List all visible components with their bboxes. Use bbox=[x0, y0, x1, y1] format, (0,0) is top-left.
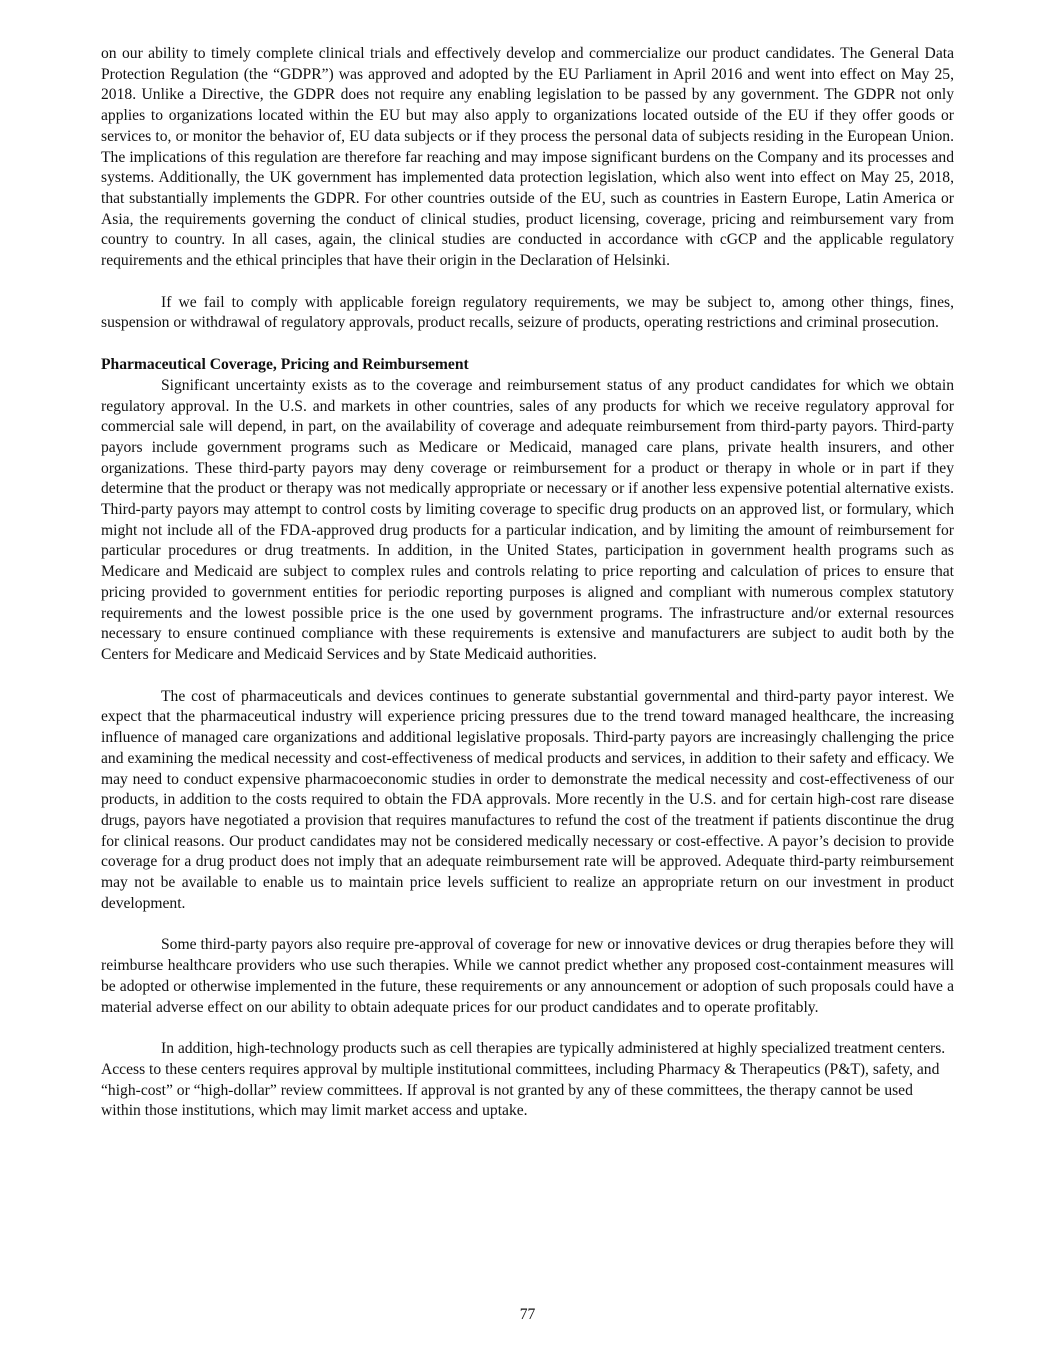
page-number: 77 bbox=[519, 1306, 536, 1323]
section-heading: Pharmaceutical Coverage, Pricing and Reimbursement bbox=[101, 356, 469, 374]
paragraph-gdpr-continued: on our ability to timely complete clinical trials and effectively develop and commercialize our product candidates. The General Data Protection Regulation (the “GDPR”) was approved and adopted by the EU Parliament in April 2016 and went into effect on May 25, 2018. Unlike a Directive, the GDPR does not require any enabling legislation to be passed by any government. The GDPR not only applies to organizations located within the EU but may also apply to organizations located outside of the EU if they offer goods or services to, or monitor the behavior of, EU data subjects or if they process the personal data of subjects residing in the European Union. The implications of this regulation are therefore far reaching and may impose significant burdens on the Company and its processes and systems. Additionally, the UK government has implemented data protection legislation, which also went into effect on May 25, 2018, that substantially implements the GDPR. For other countries outside of the EU, such as countries in Eastern Europe, Latin America or Asia, the requirements governing the conduct of clinical studies, product licensing, coverage, pricing and reimbursement vary from country to country. In all cases, again, the clinical studies are conducted in accordance with cGCP and the applicable regulatory requirements and the ethical principles that have their origin in the Declaration of Helsinki. bbox=[101, 45, 954, 270]
document-page bbox=[101, 44, 954, 1122]
paragraph-foreign-compliance: If we fail to comply with applicable foreign regulatory requirements, we may be subject to, among other things, fines, suspension or withdrawal of regulatory approvals, product recalls, seizure of products, operating restrictions and criminal prosecution. bbox=[101, 293, 954, 332]
paragraph-high-technology: In addition, high-technology products such as cell therapies are typically administered at highly specialized treatment centers. Access to these centers requires approval by multiple institutional committees, including Pharmacy & Therapeutics (P&T), safety, and “high-cost” or “high-dollar” review committees. If approval is not granted by any of these committees, the therapy cannot be used within those institutions, which may limit market access and uptake. bbox=[101, 1040, 946, 1120]
paragraph-coverage-uncertainty: Significant uncertainty exists as to the coverage and reimbursement status of any product candidates for which we obtain regulatory approval. In the U.S. and markets in other countries, sales of any products for which we receive regulatory approval for commercial sale will depend, in part, on the availability of coverage and adequate reimbursement from third-party payors. Third-party payors include government programs such as Medicare or Medicaid, managed care plans, private health insurers, and other organizations. These third-party payors may deny coverage or reimbursement for a product or therapy in whole or in part if they determine that the product or therapy was not medically appropriate or necessary or if another less expensive potential alternative exists. Third-party payors may attempt to control costs by limiting coverage to specific drug products on an approved list, or formulary, which might not include all of the FDA-approved drug products for a particular indication, and by limiting the amount of reimbursement for particular procedures or drug treatments. In addition, in the United States, participation in government health programs such as Medicare and Medicaid are subject to complex rules and controls relating to price reporting and calculation of prices to ensure that pricing provided to government entities for periodic reporting purposes is aligned and compliant with numerous complex statutory requirements and the lowest possible price is the one used by government programs. The infrastructure and/or external resources necessary to ensure continued compliance with these requirements is extensive and manufacturers are subject to audit both by the Centers for Medicare and Medicaid Services and by State Medicaid authorities. bbox=[101, 376, 954, 663]
paragraph-cost-of-pharmaceuticals: The cost of pharmaceuticals and devices continues to generate substantial governmental and third-party payor interest. We expect that the pharmaceutical industry will experience pricing pressures due to the trend toward managed healthcare, the increasing influence of managed care organizations and additional legislative proposals. Third-party payors are increasingly challenging the price and examining the medical necessity and cost-effectiveness of medical products and services, in addition to their safety and efficacy. We may need to conduct expensive pharmacoeconomic studies in order to demonstrate the medical necessity and cost-effectiveness of our products, in addition to the costs required to obtain the FDA approvals. More recently in the U.S. and for certain high-cost rare disease drugs, payors have negotiated a provision that requires manufactures to refund the cost of the treatment if patients discontinue the drug for clinical reasons. Our product candidates may not be considered medically necessary or cost-effective. A payor’s decision to provide coverage for a drug product does not imply that an adequate reimbursement rate will be approved. Adequate third-party reimbursement may not be available to enable us to maintain price levels sufficient to realize an appropriate return on our investment in product development. bbox=[101, 687, 954, 912]
paragraph-pre-approval: Some third-party payors also require pre-approval of coverage for new or innovative devices or drug therapies before they will reimburse healthcare providers who use such therapies. While we cannot predict whether any proposed cost-containment measures will be adopted or otherwise implemented in the future, these requirements or any announcement or adoption of such proposals could have a material adverse effect on our ability to obtain adequate prices for our product candidates and to operate profitably. bbox=[101, 936, 954, 1016]
